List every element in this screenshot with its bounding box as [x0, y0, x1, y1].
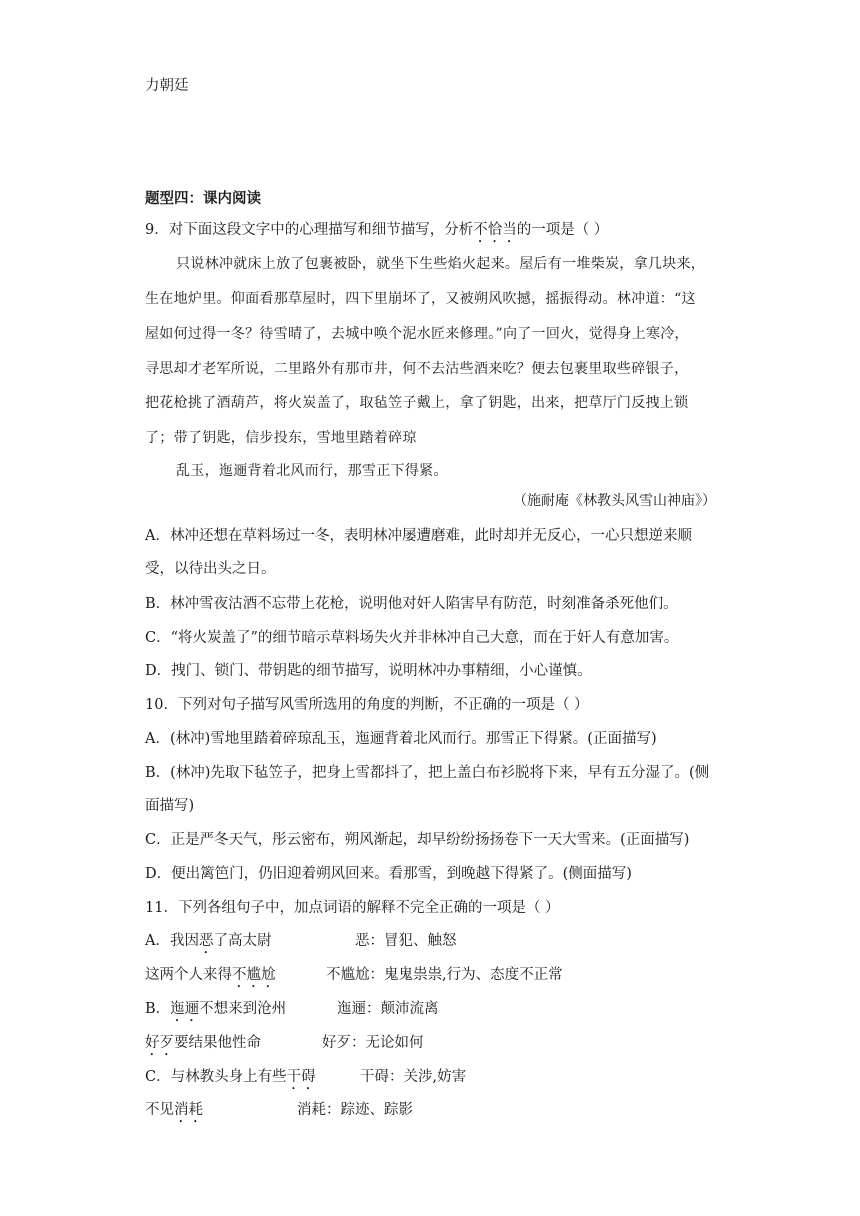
q9-option: D．拽门、锁门、带钥匙的细节描写，说明林冲办事精细，小心谨慎。 — [145, 663, 592, 679]
q10-option: C．正是严冬天气，彤云密布，朔风渐起，却早纷纷扬扬卷下一天大雪来。(正面描写) — [145, 832, 690, 848]
q11-dotted-word: 迤逦 — [170, 1001, 200, 1017]
q11-gloss: 消耗：踪迹、踪影 — [297, 1102, 413, 1118]
q10-option: A．(林冲)雪地里踏着碎琼乱玉，迤逦背着北风而行。那雪正下得紧。(正面描写) — [145, 731, 657, 747]
q9-option: A．林冲还想在草料场过一冬，表明林冲屡遭磨难，此时却并无反心，一心只想逆来顺 — [145, 528, 692, 544]
q11-row — [145, 997, 286, 1025]
q9-option: B．林冲雪夜沽酒不忘带上花枪，说明他对奸人陷害早有防范，时刻准备杀死他们。 — [145, 596, 678, 612]
q11-dotted-word: 干碍 — [286, 1069, 316, 1085]
q9-stem — [145, 218, 608, 246]
q10-option: B．(林冲)先取下毡笠子，把身上雪都抖了，把上盖白布衫脱将下来，早有五分湿了。(侧 — [145, 765, 710, 781]
q9-option: C．“将火炭盖了”的细节暗示草料场失火并非林冲自己大意，而在于奸人有意加害。 — [145, 630, 679, 646]
q11-row — [145, 929, 271, 957]
q11-row — [145, 1065, 316, 1093]
q9-passage-line: 把花枪挑了酒葫芦，将火炭盖了，取毡笠子戴上，拿了钥匙，出来，把草厅门反拽上锁 — [145, 395, 689, 411]
q9-option: 受，以待出头之日。 — [145, 561, 276, 577]
q9-source: （施耐庵《林教头风雪山神庙》） — [513, 493, 716, 509]
q11-row-text: A．我因 — [145, 933, 199, 949]
q11-row-text: 这两个人来得 — [145, 967, 232, 983]
q11-row-text: B． — [145, 1001, 171, 1017]
q11-stem: 11．下列各组句子中，加点词语的解释不完全正确的一项是（ ） — [145, 900, 560, 916]
q11-gloss: 不尴尬：鬼鬼祟祟,行为、态度不正常 — [326, 967, 563, 983]
section-title: 题型四：课内阅读 — [145, 190, 261, 207]
q11-dotted-word: 恶 — [198, 933, 214, 949]
q9-passage-line: 只说林冲就床上放了包裹被卧，就坐下生些焰火起来。屋后有一堆柴炭，拿几块来， — [176, 256, 706, 272]
q11-gloss: 干碍：关涉,妨害 — [360, 1069, 467, 1085]
q11-gloss: 好歹：无论如何 — [322, 1035, 424, 1051]
q10-option: D．便出篱笆门，仍旧迎着朔风回来。看那雪，到晚越下得紧了。(侧面描写) — [145, 866, 632, 882]
q11-gloss: 恶：冒犯、触怒 — [355, 933, 457, 949]
q9-passage-line: 屋如何过得一冬？待雪晴了，去城中唤个泥水匠来修理。”向了一回火，觉得身上寒冷， — [145, 326, 689, 342]
q9-passage-line: 乱玉，迤逦背着北风而行，那雪正下得紧。 — [176, 463, 448, 479]
q11-row — [145, 1098, 203, 1126]
top-fragment: 力朝廷 — [145, 78, 189, 94]
q9-passage-line: 寻思却才老军所说，二里路外有那市井，何不去沽些酒来吃？便去包裹里取些碎银子， — [145, 361, 689, 377]
q11-dotted-word: 好歹 — [145, 1035, 174, 1051]
q10-stem: 10．下列对句子描写风雪所选用的角度的判断，不正确的一项是（ ） — [145, 697, 589, 713]
q11-row-text: C．与林教头身上有些 — [145, 1069, 287, 1085]
q11-dotted-word: 不尴尬 — [232, 967, 276, 983]
q9-passage-line: 生在地炉里。仰面看那草屋时，四下里崩坏了，又被朔风吹撼，摇振得动。林冲道：“这 — [145, 291, 696, 307]
q11-row — [145, 963, 276, 991]
q11-row-text: 要结果他性命 — [174, 1035, 261, 1051]
q11-row — [145, 1031, 261, 1059]
q9-stem-after: 的一项是（ ） — [516, 222, 609, 238]
q11-dotted-word: 消耗 — [174, 1102, 203, 1118]
q11-row-text: 了高太尉 — [213, 933, 272, 949]
q11-row-text: 不想来到沧州 — [199, 1001, 287, 1017]
q10-option: 面描写) — [145, 798, 195, 814]
q11-row-text: 不见 — [145, 1102, 174, 1118]
q11-gloss: 迤逦：颠沛流离 — [337, 1001, 439, 1017]
q9-passage-line: 了；带了钥匙，信步投东，雪地里踏着碎琼 — [145, 430, 417, 446]
q9-stem-before: 9．对下面这段文字中的心理描写和细节描写，分析 — [145, 222, 474, 238]
q9-stem-dotted: 不恰当 — [473, 222, 517, 238]
